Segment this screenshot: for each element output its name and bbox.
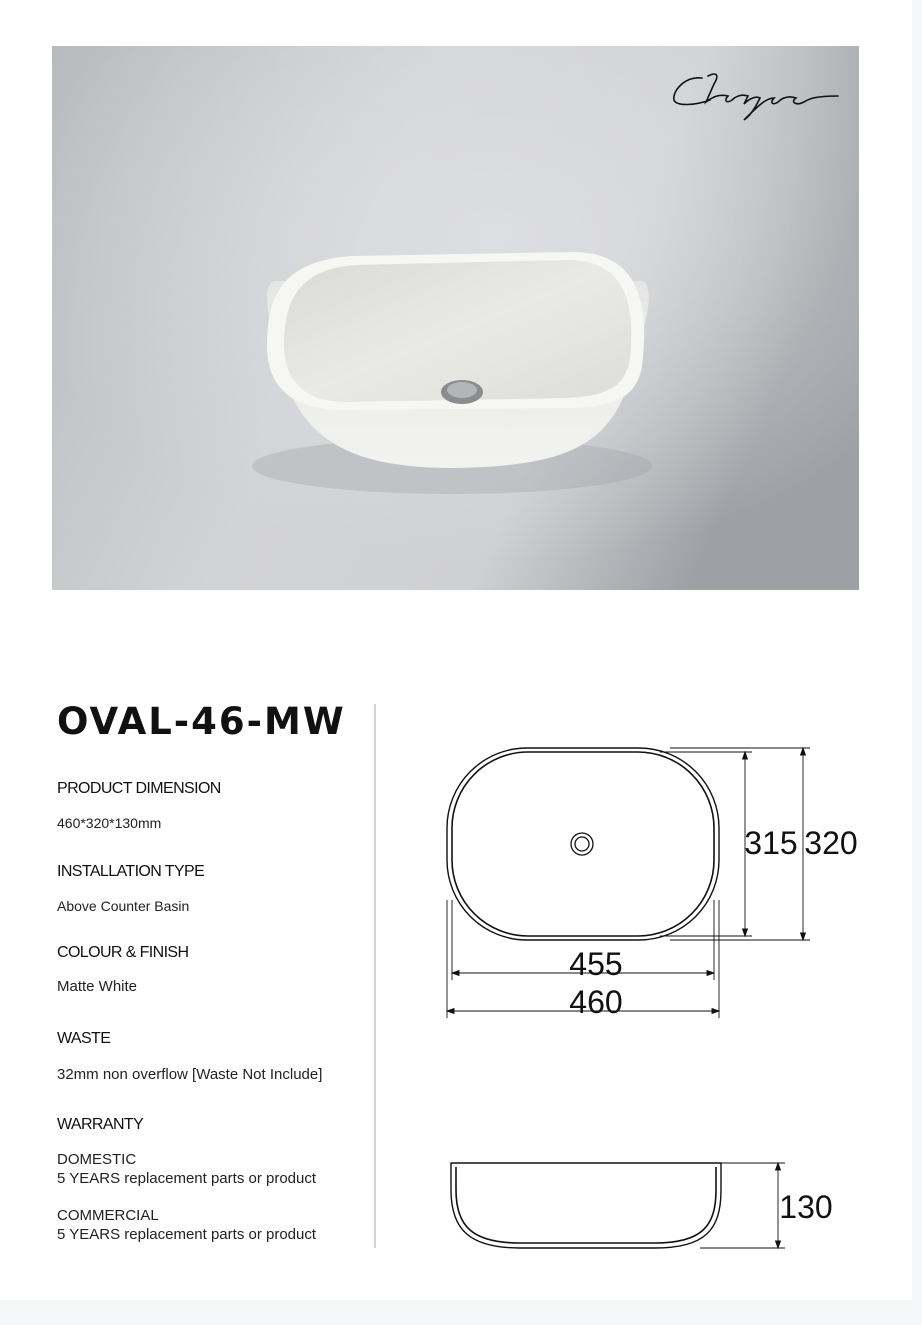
product-model-title: OVAL-46-MW: [57, 700, 346, 743]
basin-side-outer: [451, 1163, 721, 1248]
spec-value-dimension: 460*320*130mm: [57, 815, 162, 831]
spec-value-waste: 32mm non overflow [Waste Not Include]: [57, 1066, 323, 1083]
basin-outer-outline: [447, 748, 719, 940]
warranty-domestic-value: 5 YEARS replacement parts or product: [57, 1170, 317, 1187]
spec-heading-installation: INSTALLATION TYPE: [57, 863, 205, 880]
warranty-domestic-label: DOMESTIC: [57, 1151, 137, 1168]
spec-heading-dimension: PRODUCT DIMENSION: [57, 780, 221, 797]
spec-heading-waste: WASTE: [57, 1030, 111, 1047]
side-view-drawing: [451, 1163, 785, 1248]
drain-inner-circle: [575, 837, 589, 851]
spec-heading-finish: COLOUR & FINISH: [57, 944, 189, 961]
dim-inner-depth: 315: [744, 825, 798, 861]
spec-heading-warranty: WARRANTY: [57, 1116, 144, 1133]
dim-outer-width: 460: [569, 984, 623, 1020]
dimension-lines: [447, 748, 810, 1018]
basin-side-inner: [456, 1167, 716, 1243]
drain-outer-circle: [571, 833, 593, 855]
dim-outer-depth: 320: [804, 825, 858, 861]
dim-inner-width: 455: [569, 946, 623, 982]
warranty-commercial-label: COMMERCIAL: [57, 1207, 159, 1224]
top-view-drawing: [447, 748, 810, 1018]
spec-value-installation: Above Counter Basin: [57, 898, 190, 914]
spec-value-finish: Matte White: [57, 978, 138, 995]
warranty-commercial-value: 5 YEARS replacement parts or product: [57, 1226, 317, 1243]
basin-inner-outline: [452, 752, 714, 936]
dim-height: 130: [779, 1189, 833, 1225]
